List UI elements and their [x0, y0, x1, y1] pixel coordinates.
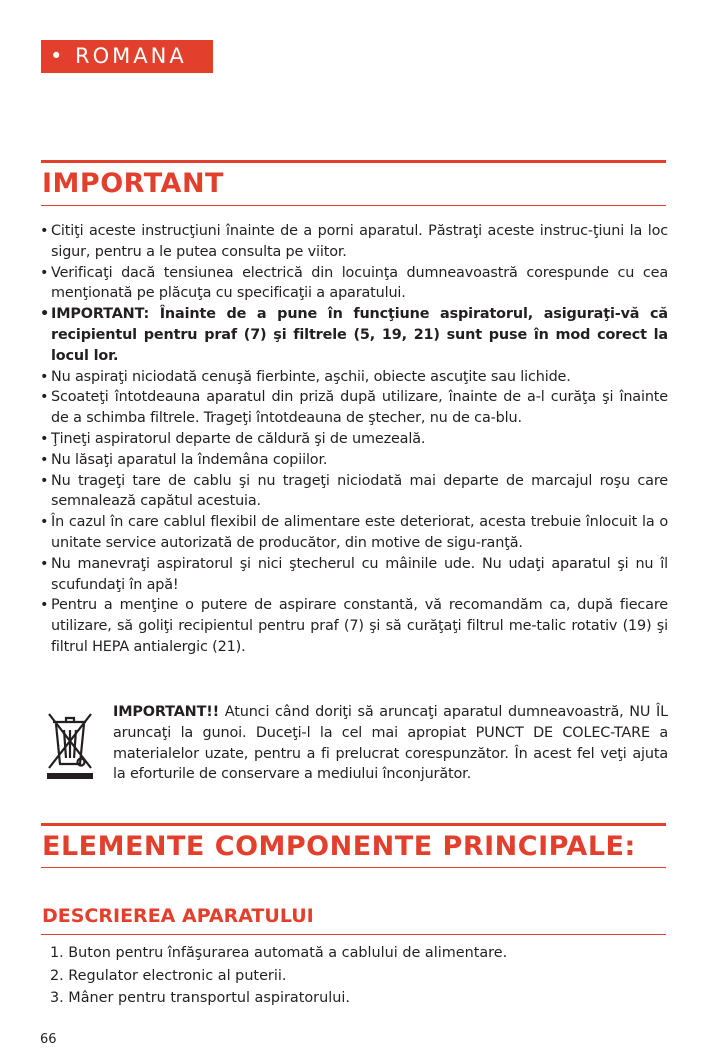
- weee-bold-label: IMPORTANT!!: [113, 704, 220, 720]
- weee-body: Atunci când doriţi să aruncaţi aparatul dumneavoastră, NU ÎL aruncaţi la gunoi. Duceţi-l la cel mai apropiat PUNCT DE COLEC-TARE a materialelor uzate, pentru a fi prelucrat corespunzător. În acest fel veţi ajuta la eforturile de conservare a mediului înconjurător.: [113, 704, 668, 783]
- bullet-item: • Ţineţi aspiratorul departe de căldură şi de umezeală.: [40, 429, 668, 450]
- bullet-item: • Nu trageţi tare de cablu şi nu trageţi niciodată mai departe de marcajul roşu care semnalează capătul acestuia.: [40, 471, 668, 513]
- bullet-item: • Pentru a menţine o putere de aspirare constantă, vă recomandăm ca, după fiecare utilizare, să goliţi recipientul pentru praf (7) şi să curăţaţi filtrul me-talic rotativ (19) şi filtrul HEPA antialergic (21).: [40, 595, 668, 657]
- bullet-item: • În cazul în care cablul flexibil de alimentare este deteriorat, acesta trebuie înlocuit la o unitate service autorizată de producător, din motive de sigu-ranţă.: [40, 512, 668, 554]
- description-subtitle: DESCRIEREA APARATULUI: [42, 905, 314, 927]
- components-bottom-rule: [41, 867, 666, 868]
- description-rule: [41, 934, 666, 935]
- important-top-rule: [41, 160, 666, 163]
- bullet-item: • Nu manevraţi aspiratorul şi nici ştecherul cu mâinile ude. Nu udaţi aparatul şi nu îl scufundaţi în apă!: [40, 554, 668, 596]
- important-title: IMPORTANT: [42, 168, 224, 199]
- bullet-item: • Citiţi aceste instrucţiuni înainte de a porni aparatul. Păstraţi aceste instruc-ţiuni la loc sigur, pentru a le putea consulta pe viitor.: [40, 221, 668, 263]
- important-bottom-rule: [41, 205, 666, 206]
- components-list: [50, 942, 650, 1010]
- weee-crossed-bin-icon: [44, 708, 96, 780]
- important-bullet-list: [40, 221, 668, 658]
- language-tab: • ROMANA: [41, 40, 213, 73]
- component-item: 2. Regulator electronic al puterii.: [50, 967, 287, 984]
- bullet-item: • Nu aspiraţi niciodată cenuşă fierbinte, aşchii, obiecte ascuţite sau lichide.: [40, 367, 668, 388]
- bullet-item-important: • IMPORTANT: Înainte de a pune în funcţiune aspiratorul, asiguraţi-vă că recipientul pentru praf (7) şi filtrele (5, 19, 21) sunt puse în mod corect la locul lor.: [40, 304, 668, 366]
- bullet-item: • Verificaţi dacă tensiunea electrică din locuinţa dumneavoastră corespunde cu cea menţionată pe plăcuţa cu specificaţii a aparatului.: [40, 263, 668, 305]
- component-item: 3. Mâner pentru transportul aspiratorului.: [50, 990, 350, 1006]
- weee-notice: [40, 702, 668, 785]
- page-number: 66: [40, 1032, 57, 1047]
- components-title: ELEMENTE COMPONENTE PRINCIPALE:: [42, 831, 636, 862]
- bullet-item: • Nu lăsaţi aparatul la îndemâna copiilor.: [40, 450, 668, 471]
- bullet-item: • Scoateţi întotdeauna aparatul din priză după utilizare, înainte de a-l curăţa şi înainte de a schimba filtrele. Trageţi întotdeauna de ştecher, nu de ca-blu.: [40, 387, 668, 429]
- components-top-rule: [41, 823, 666, 826]
- component-item: 1. Buton pentru înfăşurarea automată a cablului de alimentare.: [50, 945, 508, 961]
- weee-text: [113, 702, 668, 785]
